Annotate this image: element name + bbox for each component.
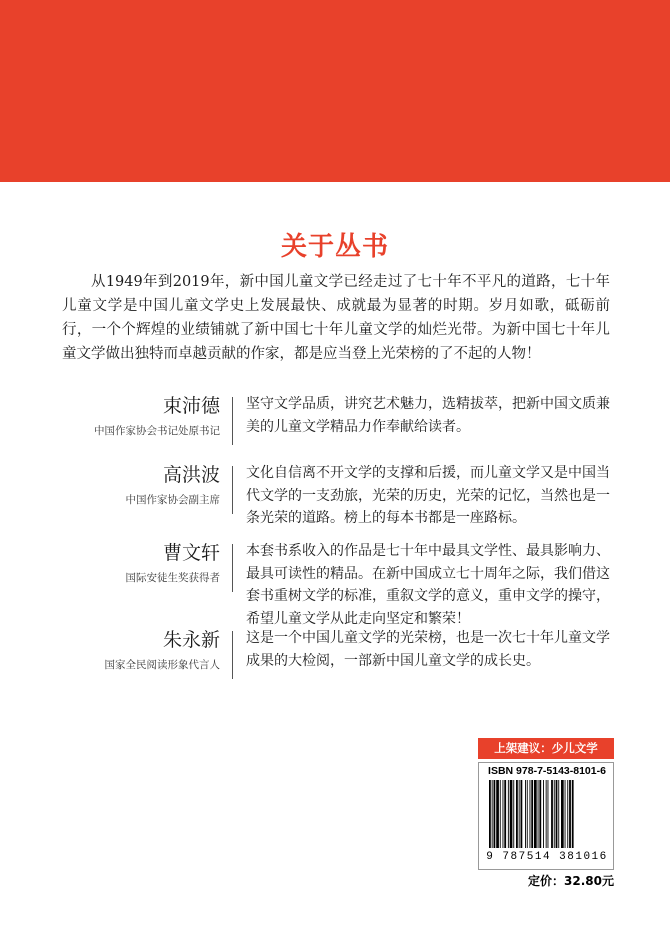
endorsement-quote: 这是一个中国儿童文学的光荣榜，也是一次七十年儿童文学成果的大检阅，一部新中国儿童文学的成长史。 [246,630,610,669]
endorser-role: 国家全民阅读形象代言人 [104,659,220,671]
vertical-divider [232,466,233,514]
endorser-name: 束沛德 [162,395,220,417]
endorser-role: 中国作家协会副主席 [125,494,220,506]
endorsement-item [0,393,670,473]
endorsement-item [0,462,670,542]
endorsement-item [0,540,670,627]
endorsement-item [0,627,670,707]
endorsement-quote: 本套书系收入的作品是七十年中最具文学性、最具影响力、最具可读性的精品。在新中国成立七十周年之际，我们借这套书重树文学的标准，重叙文学的意义，重申文学的操守，希望儿童文学从此走向坚定和繁荣！ [246,543,610,627]
barcode-digits: 9 787514 381016 [486,851,608,863]
red-header-banner [0,0,670,182]
intro-paragraph: 从1949年到2019年，新中国儿童文学已经走过了七十年不平凡的道路，七十年儿童文学是中国儿童文学史上发展最快、成就最为显著的时期。岁月如歌，砥砺前行，一个个辉煌的业绩铺就了新中国七十年儿童文学的灿烂光带。为新中国七十年儿童文学做出独特而卓越贡献的作家，都是应当登上光荣榜的了不起的人物！ [62,274,610,362]
price-label: 定价：32.80元 [528,874,614,888]
endorser-name: 高洪波 [162,464,220,486]
endorser-role: 国际安徒生奖获得者 [125,572,220,584]
vertical-divider [232,631,233,679]
vertical-divider [232,544,233,592]
endorser-role: 中国作家协会书记处原书记 [94,425,220,437]
endorser-name: 朱永新 [162,629,220,651]
shelf-category-label: 上架建议：少儿文学 [478,738,614,759]
barcode-image [487,780,607,850]
endorsement-quote: 坚守文学品质，讲究艺术魅力，选精拔萃，把新中国文质兼美的儿童文学精品力作奉献给读者。 [246,396,610,435]
endorser-name: 曹文轩 [162,542,220,564]
barcode-block [478,762,614,870]
isbn-number: ISBN 978-7-5143-8101-6 [488,765,606,777]
vertical-divider [232,397,233,445]
endorsement-quote: 文化自信离不开文学的支撑和后援，而儿童文学又是中国当代文学的一支劲旅，光荣的历史，光荣的记忆，当然也是一条光荣的道路。榜上的每本书都是一座路标。 [246,465,610,526]
section-title: 关于丛书 [280,232,389,262]
